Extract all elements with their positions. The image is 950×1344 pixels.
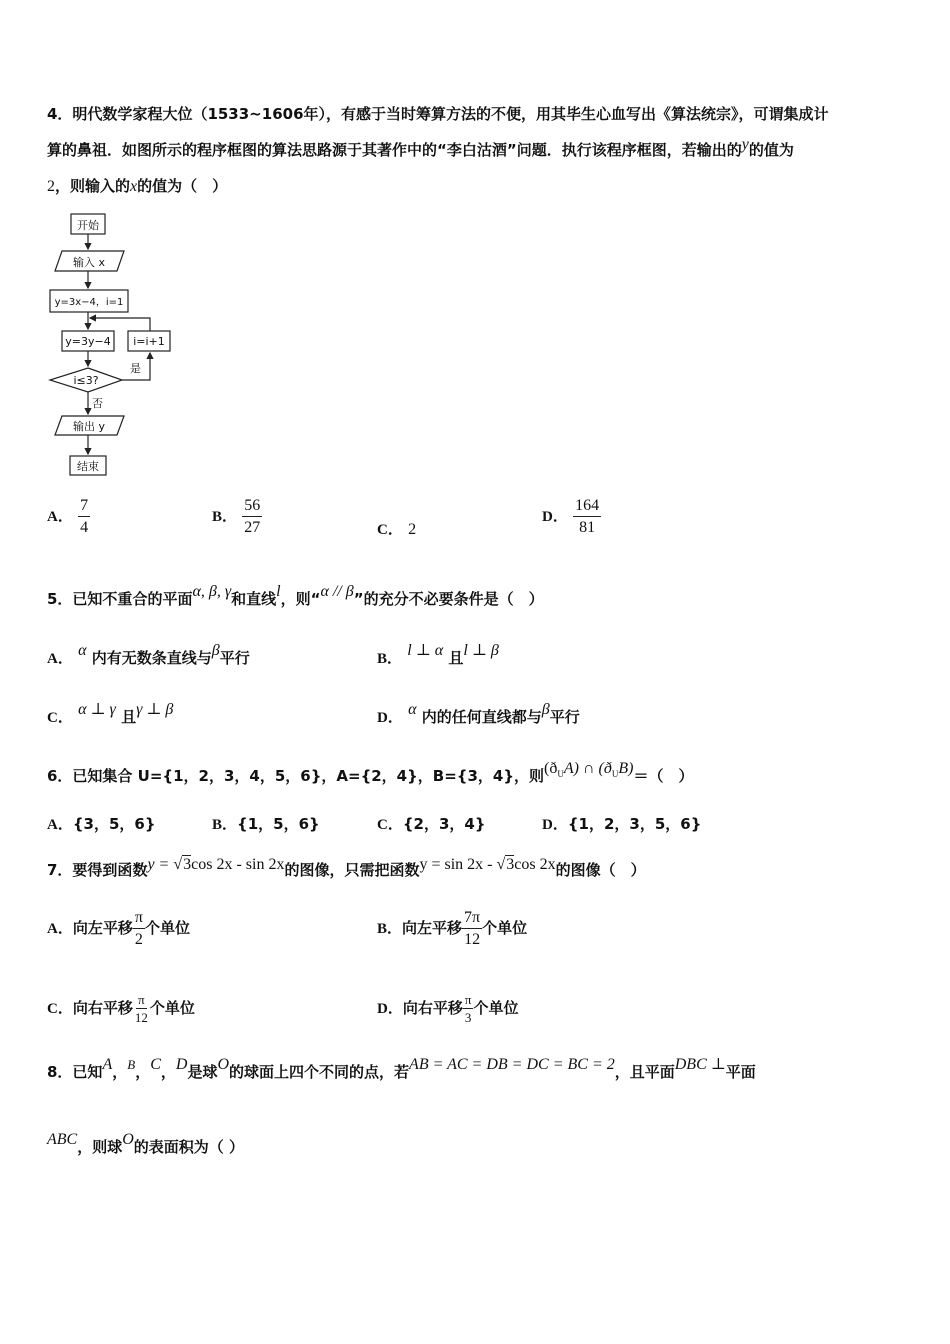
q5-option-c[interactable]: C． α ⊥ γ 且γ ⊥ β [47, 701, 174, 726]
q6-option-a[interactable]: A．{3，5，6} [47, 815, 156, 833]
q4-line1: 4．明代数学家程大位（1533~1606年），有感于当时筹算方法的不便，用其毕生心血写出《算法统宗》，可谓集成计 [47, 105, 829, 123]
q4-option-b[interactable]: B． $\frac{56}{27}$ [212, 497, 261, 536]
q7-function-2: y = sin 2x - √3cos 2x [419, 856, 556, 873]
q4-option-d[interactable]: D． $\frac{164}{81}$ [542, 497, 600, 536]
q4-option-d-fraction: $\frac{164}{81}$ [575, 497, 600, 536]
fc-input-label: 输入 x [72, 256, 106, 269]
q7-option-c-fraction: $\frac{\pi}{12}$ [134, 992, 148, 1025]
flowchart [40, 205, 200, 480]
q4-var-x: x [130, 178, 138, 195]
q4-option-a[interactable]: A． $\frac{7}{4}$ [47, 497, 89, 536]
q4-line3: 2，则输入的x的值为（ ） [47, 177, 228, 195]
q5-option-d[interactable]: D． α 内的任何直线都与β平行 [377, 701, 580, 726]
q7-option-d-fraction: $\frac{\pi}{3}$ [464, 992, 472, 1025]
q7-option-b[interactable]: B．向左平移 $\frac{7\pi}{12}$ 个单位 [377, 909, 528, 948]
fc-no-label: 否 [92, 397, 103, 410]
q7-option-c[interactable]: C．向右平移 $\frac{\pi}{12}$ 个单位 [47, 992, 195, 1025]
q7-option-a-fraction: $\frac{\pi}{2}$ [134, 909, 143, 948]
q6-stem: 6．已知集合 U={1，2，3，4，5，6}，A={2，4}，B={3，4}，则$(ð_UA)$ ∩ $(ð_UB)=$（ ） [47, 760, 694, 785]
q7-function-1: y = √3cos 2x - sin 2x [147, 856, 285, 873]
q6-set-expression: $(ð_UA)$ ∩ $(ð_UB)$ [544, 760, 634, 780]
q7-option-d[interactable]: D．向右平移 $\frac{\pi}{3}$ 个单位 [377, 992, 519, 1025]
q6-option-c[interactable]: C．{2，3，4} [377, 815, 486, 833]
q5-option-b[interactable]: B． l ⊥ α 且l ⊥ β [377, 642, 499, 667]
fc-output-label: 输出 y [72, 420, 106, 433]
fc-end-label: 结束 [77, 460, 99, 473]
fc-start-label: 开始 [77, 219, 99, 232]
q4-option-a-fraction: $\frac{7}{4}$ [80, 497, 89, 536]
q7-stem: 7．要得到函数y = √3cos 2x - sin 2x的图像，只需把函数y = sin 2x - √3cos 2x的图像（ ） [47, 856, 646, 879]
fc-cond-label: i≤3? [73, 374, 99, 387]
q5-option-a[interactable]: A． α 内有无数条直线与β平行 [47, 642, 250, 667]
q5-stem: 5．已知不重合的平面α, β, γ和直线l，则“α // β”的充分不必要条件是（ ） [47, 583, 544, 608]
fc-loop-label: y=3y−4 [65, 335, 111, 348]
q8-stem-line1: 8．已知A，B，C，D是球O的球面上四个不同的点，若AB = AC = DB = DC = BC = 2，且平面DBC ⊥平面 [47, 1056, 756, 1081]
q4-line2: 算的鼻祖．如图所示的程序框图的算法思路源于其著作中的“李白沽酒”问题．执行该程序框图，若输出的y的值为 [47, 136, 794, 159]
q4-option-c[interactable]: C． 2 [377, 521, 417, 538]
fc-init-label: y=3x−4，i=1 [54, 297, 124, 308]
q7-option-b-fraction: $\frac{7\pi}{12}$ [464, 909, 481, 948]
q4-value-2: 2 [47, 178, 55, 195]
q4-var-y: y [741, 136, 749, 153]
q7-option-a[interactable]: A．向左平移 $\frac{\pi}{2}$ 个单位 [47, 909, 190, 948]
fc-incr-label: i=i+1 [133, 335, 165, 348]
q6-option-b[interactable]: B．{1，5，6} [212, 815, 320, 833]
fc-yes-label: 是 [130, 362, 141, 375]
q4-option-b-fraction: $\frac{56}{27}$ [244, 497, 261, 536]
q6-option-d[interactable]: D．{1，2，3，5，6} [542, 815, 702, 833]
q8-stem-line2: ABC，则球O的表面积为（ ） [47, 1131, 245, 1156]
